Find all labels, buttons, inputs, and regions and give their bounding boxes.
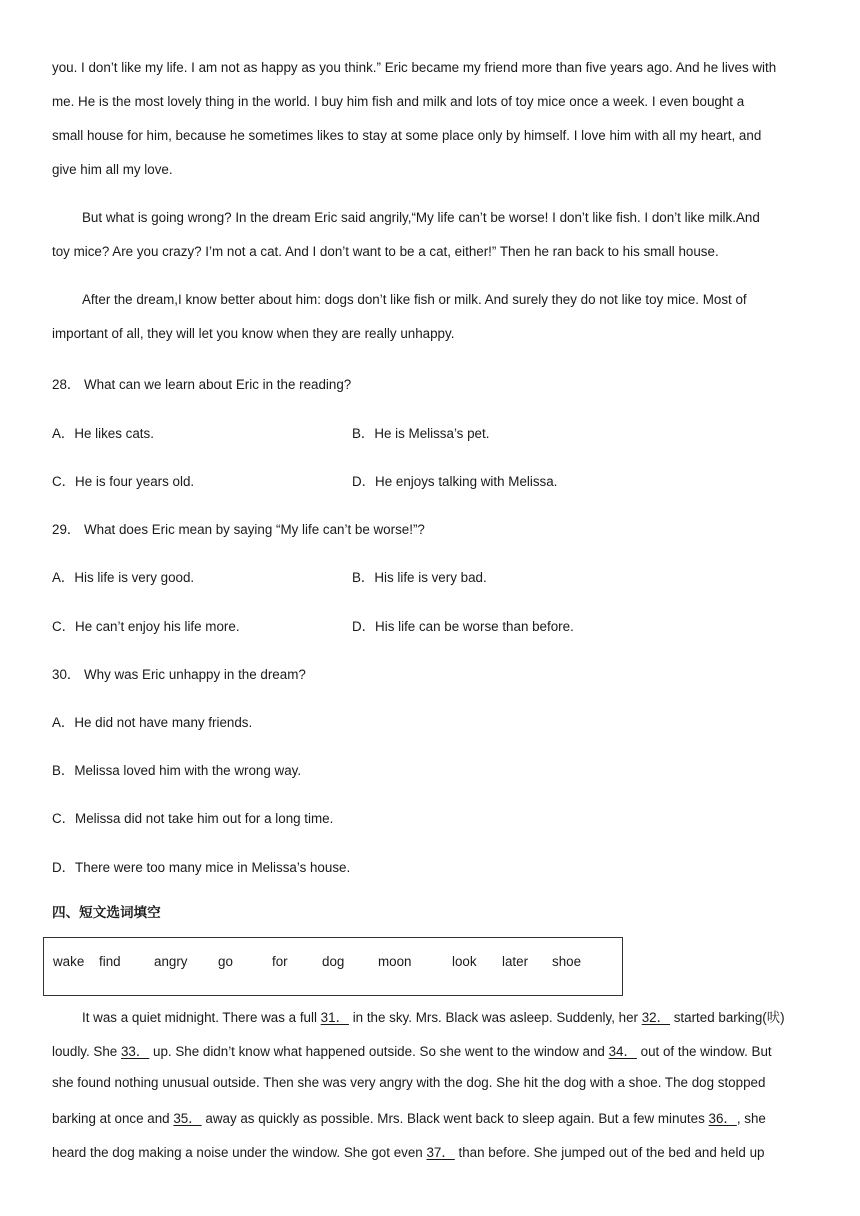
cloze-text: heard the dog making a noise under the window. She got even <box>52 1145 427 1160</box>
word-bank-item: go <box>218 954 233 969</box>
answer-option[interactable]: B．He is Melissa’s pet. <box>352 426 490 441</box>
word-bank-item: moon <box>378 954 412 969</box>
answer-option[interactable]: D．His life can be worse than before. <box>352 619 574 634</box>
cloze-text: It was a quiet midnight. There was a full <box>82 1010 321 1025</box>
word-bank-item: for <box>272 954 288 969</box>
word-bank-item: find <box>99 954 121 969</box>
passage-line: small house for him, because he sometimes likes to stay at some place only by himself. I love him with all my heart, and <box>52 128 762 143</box>
cloze-line <box>52 1075 765 1090</box>
cloze-text: , she <box>736 1111 766 1126</box>
section-heading: 四、短文选词填空 <box>52 905 161 921</box>
cloze-blank-37[interactable]: 37． <box>426 1145 455 1160</box>
answer-option[interactable]: C．Melissa did not take him out for a long time. <box>52 811 334 826</box>
cloze-text: she found nothing unusual outside. Then she was very angry with the dog. She hit the dog with a shoe. The dog stopped <box>52 1075 766 1090</box>
answer-option[interactable]: A．He did not have many friends. <box>52 715 253 730</box>
word-bank-item: wake <box>53 954 85 969</box>
answer-option[interactable]: D．He enjoys talking with Melissa. <box>352 474 558 489</box>
passage-line: But what is going wrong? In the dream Eric said angrily,“My life can’t be worse! I don’t like fish. I don’t like milk.And <box>82 210 760 225</box>
cloze-blank-33[interactable]: 33． <box>120 1044 150 1059</box>
word-bank-item: later <box>502 954 529 969</box>
answer-option[interactable]: B．His life is very bad. <box>352 570 487 585</box>
answer-option[interactable]: C．He can’t enjoy his life more. <box>52 619 240 634</box>
cloze-text: in the sky. Mrs. Black was asleep. Suddenly, her <box>348 1010 642 1025</box>
passage-line: important of all, they will let you know when they are really unhappy. <box>52 326 455 341</box>
word-bank <box>53 954 592 969</box>
word-bank-item: dog <box>322 954 345 969</box>
cloze-line <box>52 1142 764 1161</box>
cloze-line <box>52 1041 772 1060</box>
question-stem: 29． What does Eric mean by saying “My life can’t be worse!”? <box>52 522 425 537</box>
question-stem: 30． Why was Eric unhappy in the dream? <box>52 667 306 682</box>
passage-line: toy mice? Are you crazy? I’m not a cat. And I don’t want to be a cat, either!” Then he ran back to his small house. <box>52 244 719 259</box>
passage-line: After the dream,I know better about him: dogs don’t like fish or milk. And surely they do not like toy mice. Most of <box>82 292 747 307</box>
cloze-text: out of the window. But <box>636 1044 772 1059</box>
answer-option[interactable]: A．His life is very good. <box>52 570 195 585</box>
cloze-text: up. She didn’t know what happened outside. So she went to the window and <box>149 1044 609 1059</box>
cloze-text: barking at once and <box>52 1111 174 1126</box>
cloze-text: loudly. She <box>52 1044 121 1059</box>
word-bank-item: angry <box>154 954 188 969</box>
word-bank-box <box>43 937 623 996</box>
passage-line: you. I don’t like my life. I am not as happy as you think.” Eric became my friend more than five years ago. And he lives with <box>52 60 777 75</box>
cloze-blank-35[interactable]: 35． <box>173 1111 202 1126</box>
word-bank-item: shoe <box>552 954 582 969</box>
cloze-text: than before. She jumped out of the bed and held up <box>454 1145 765 1160</box>
answer-option[interactable]: B．Melissa loved him with the wrong way. <box>52 763 302 778</box>
cloze-blank-36[interactable]: 36． <box>708 1111 737 1126</box>
answer-option[interactable]: A．He likes cats. <box>52 426 154 441</box>
question-stem: 28． What can we learn about Eric in the reading? <box>52 377 352 392</box>
word-bank-item: look <box>452 954 477 969</box>
cloze-line <box>82 1007 785 1026</box>
answer-option[interactable]: D．There were too many mice in Melissa’s house. <box>52 860 351 875</box>
cloze-line <box>52 1108 766 1127</box>
passage-line: give him all my love. <box>52 162 173 177</box>
cloze-blank-34[interactable]: 34． <box>608 1044 637 1059</box>
cloze-text: away as quickly as possible. Mrs. Black went back to sleep again. But a few minutes <box>201 1111 709 1126</box>
passage-line: me. He is the most lovely thing in the world. I buy him fish and milk and lots of toy mice once a week. I even bought a <box>52 94 745 109</box>
cloze-blank-32[interactable]: 32． <box>641 1010 671 1025</box>
answer-option[interactable]: C．He is four years old. <box>52 474 195 489</box>
cloze-text: started barking(吠) <box>670 1010 785 1025</box>
cloze-blank-31[interactable]: 31． <box>320 1010 349 1025</box>
